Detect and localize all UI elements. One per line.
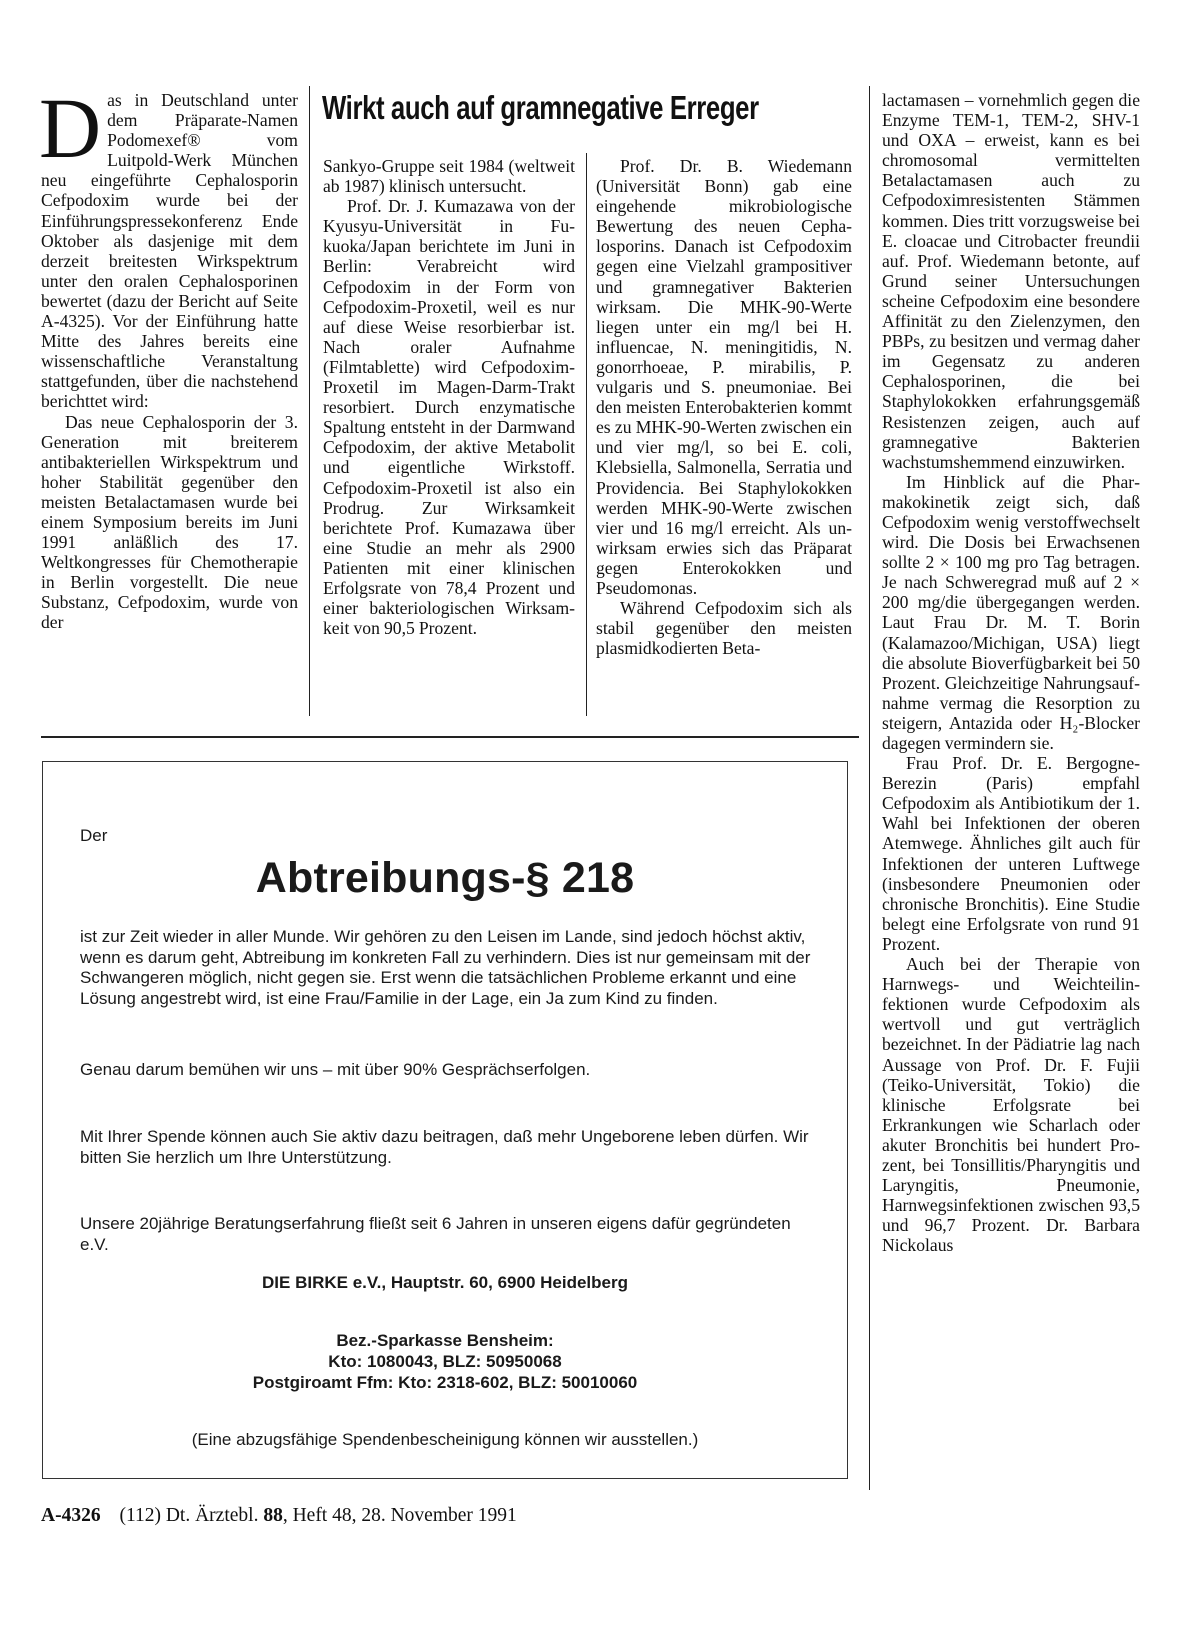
advertisement — [42, 761, 848, 1479]
column-rule — [586, 153, 587, 716]
journal-volume: 88 — [263, 1505, 283, 1526]
paragraph — [39, 80, 298, 412]
ad-organization-address: DIE BIRKE e.V., Hauptstr. 60, 6900 Heidelberg — [262, 1273, 628, 1292]
column-rule — [309, 86, 310, 716]
page-footer — [41, 1505, 517, 1527]
paragraph: Im Hinblick auf die Pharmakokinetik zeigt sich, daß Cefpodoxim wenig verstoffwechselt wird. Die Dosis bei Erwachsenen sollte 2 × 100 mg pro Tag betragen. Je nach Schweregrad muß auf 2 × 200 mg/die übergegangen werden. Laut Frau Dr. M. T. Borin (Kalamazoo/Michigan, USA) liegt die absolute Bioverfügbarkeit bei 50 Prozent. Gleichzeitige Nahrungsaufnahme vermag die Resorption zu steigern, Antazida oder H₂-Blocker dagegen vermindern sie. — [882, 471, 1140, 753]
ad-title: Abtreibungs-§ 218 — [255, 854, 635, 902]
bank-line: Postgiroamt Ffm: Kto: 2318-602, BLZ: 50010060 — [252, 1373, 638, 1392]
bank-line: Kto: 1080043, BLZ: 50950068 — [328, 1352, 562, 1371]
ad-paragraph: ist zur Zeit wieder in aller Munde. Wir gehören zu den Leisen im Lande, sind jedoch höchst aktiv, wenn es darum geht, Abtreibung im konkreten Fall zu verhindern. Dies ist nur gemeinsam mit der Schwangeren möglich, nicht gegen sie. Erst wenn die tatsächlichen Probleme erkannt und eine Lösung angestrebt wird, ist eine Frau/Familie in der Lage, ein Ja zum Kind zu finden. — [80, 927, 811, 1008]
journal-citation: (112) Dt. Ärztebl. — [119, 1505, 259, 1526]
ad-intro: Der — [80, 826, 108, 845]
article-column-1 — [39, 80, 298, 633]
paragraph: Prof. Dr. J. Kumazawa von der Kyusyu-Universität in Fukuoka/Japan berichtete im Juni in Berlin: Verabreicht wird Cefpodoxim in der Form von Cefpodoxim-Proxetil, weil es nur auf diese Weise resorbierbar ist. Nach oraler Aufnahme (Filmtablette) wird Cefpodoxim-Proxetil im Magen-Darm-Trakt resorbiert. Durch enzymatische Spaltung entsteht in der Darmwand Cefpodoxim, der aktive Metabolit und eigentliche Wirkstoff. Cefpodoxim-Proxetil ist also ein Prodrug. Zur Wirksamkeit berichtete Prof. Kumazawa über eine Studie an mehr als 2900 Patienten mit einer klinischen Erfolgsrate von 78,4 Prozent und einer bakteriologischen Wirksamkeit von 90,5 Prozent. — [323, 196, 575, 639]
ad-note: (Eine abzugsfähige Spendenbescheinigung können wir ausstellen.) — [191, 1430, 699, 1449]
ad-paragraph: Unsere 20jährige Beratungserfahrung fließt seit 6 Jahren in unseren eigens dafür gegründeten e.V. — [80, 1214, 791, 1254]
page-number: A-4326 — [41, 1505, 101, 1526]
paragraph: Auch bei der Therapie von Harnwegs- und Weichteilinfektionen wurde Cefpodoxim als wertvoll und gut verträglich bezeichnet. In der Pädiatrie lag nach Aussage von Prof. Dr. F. Fujii (Teiko-Universität, Tokio) die klinische Erfolgsrate bei Erkrankungen wie Scharlach oder akuter Bronchitis bei hundert Prozent, bei Tonsillitis/Pharyngitis und Laryngitis, Pneumonie, Harnwegsinfektionen zwischen 93,5 und 96,7 Prozent. Dr. Barbara Nickolaus — [882, 954, 1140, 1256]
ad-bank-details — [43, 1330, 847, 1393]
ad-paragraph: Mit Ihrer Spende können auch Sie aktiv dazu beitragen, daß mehr Ungeborene leben dürfen. Wir bitten Sie herzlich um Ihre Unterstützung. — [80, 1127, 809, 1167]
drop-cap: D — [39, 80, 102, 176]
paragraph-text: as in Deutschland unter dem Präparate-Namen Podomexef® vom Luitpold-Werk München neu eingeführte Cephalosporin Cefpodoxim wurde bei der Einführungspressekonferenz Ende Oktober als dasjenige mit dem derzeit breitesten Wirkspektrum unter den oralen Cephalosporinen bewertet (dazu der Bericht auf Seite A-4325). Vor der Einführung hatte Mitte des Jahres bereits eine wissenschaftliche Veranstaltung stattgefunden, über die nachstehend berichttet wird: — [41, 90, 298, 412]
paragraph: Frau Prof. Dr. E. Bergogne-Berezin (Paris) empfahl Cefpodoxim als Antibiotikum der 1. Wahl bei Infektionen der oberen Atemwege. Ähnliches gilt auch für Infektionen der unteren Luftwege (insbesondere Pneumonien oder chronische Bronchitis). Eine Studie belegt eine Erfolgsrate von rund 91 Prozent. — [882, 753, 1140, 954]
paragraph: Das neue Cephalosporin der 3. Generation mit breiterem antibakteriellen Wirkspektrum und hoher Stabilität gegenüber den meisten Betalactamasen wurde bei einem Symposium bereits im Juni 1991 anläßlich des 17. Weltkongresses für Chemotherapie in Berlin vorgestellt. Die neue Substanz, Cefpodoxim, wurde von der — [41, 411, 298, 633]
journal-issue: , Heft 48, 28. November 1991 — [282, 1505, 517, 1526]
paragraph: lactamasen – vornehmlich gegen die Enzyme TEM-1, TEM-2, SHV-1 und OXA – erweist, kann es bei chromosomal vermittelten Betalactamasen auch zu Cefpodoximresistenten Stämmen kommen. Dies tritt vorzugsweise bei E. cloacae und Citrobacter freundii auf. Prof. Wiedemann betonte, auf Grund seiner Untersuchungen scheine Cefpodoxim eine besondere Affinität zu den Zielenzymen, den PBPs, zu besitzen und vermag daher im Gegensatz zu anderen Cephalosporinen, die bei Staphylokokken erfahrungsgemäß Resistenzen zeigen, auch auf gramnegative Bakterien wachstumshemmend einzuwirken. — [882, 90, 1140, 472]
paragraph: Während Cefpodoxim sich als stabil gegenüber den meisten plasmidkodierten Beta- — [596, 598, 852, 659]
column-rule — [869, 86, 870, 1490]
article-column-2 — [323, 156, 575, 638]
paragraph: Prof. Dr. B. Wiedemann (Universität Bonn) gab eine eingehende mikrobiologische Bewertung des neuen Cephalosporins. Danach ist Cefpodoxim gegen eine Vielzahl grampositiver und gramnegativer Bakterien wirksam. Die MHK-90-Werte liegen unter ein mg/l bei H. influencae, N. meningitidis, N. gonorrhoeae, P. mirabilis, P. vulgaris und S. pneumoniae. Bei den meisten Enterobakterien kommt es zu MHK-90-Werten zwischen ein und vier mg/l, so bei E. coli, Klebsiella, Salmonella, Serratia und Providencia. Bei Staphylokokken werden MHK-90-Werte zwischen vier und 16 mg/l erreicht. Als unwirksam erwies sich das Präparat gegen Enterokokken und Pseudomonas. — [596, 156, 852, 598]
bank-line: Bez.-Sparkasse Bensheim: — [336, 1331, 554, 1350]
section-divider — [41, 736, 859, 738]
article-headline: Wirkt auch auf gramnegative Erreger — [322, 89, 759, 126]
paragraph: Sankyo-Gruppe seit 1984 (weltweit ab 1987) klinisch untersucht. — [323, 156, 575, 197]
ad-paragraph: Genau darum bemühen wir uns – mit über 90% Gesprächserfolgen. — [80, 1060, 591, 1079]
article-column-3 — [596, 156, 852, 658]
article-column-4 — [882, 90, 1140, 1255]
